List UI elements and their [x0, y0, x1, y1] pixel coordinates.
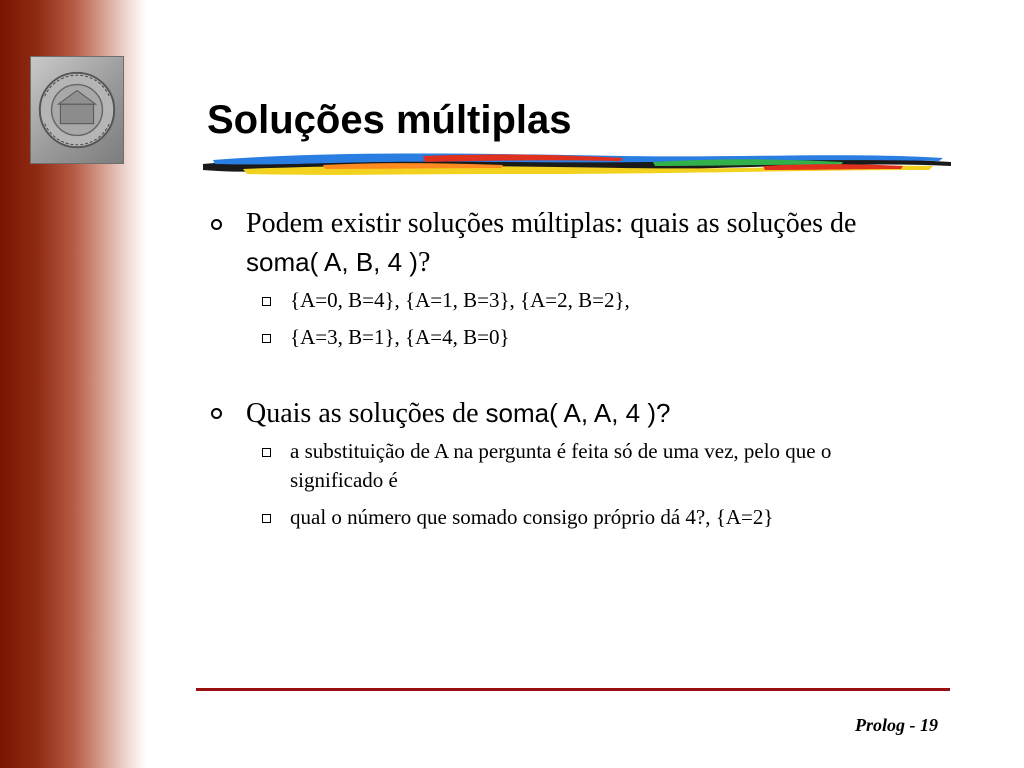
slide-title: Soluções múltiplas [207, 98, 572, 142]
sub-bullet-item [260, 323, 858, 352]
university-seal-icon [30, 56, 124, 164]
sub-bullet-list [260, 437, 858, 532]
sub-bullet-item [260, 437, 858, 495]
bullet-item [208, 394, 858, 433]
sub-bullet-text: {A=3, B=1}, {A=4, B=0} [290, 325, 510, 349]
hollow-square-bullet-icon [262, 334, 271, 343]
footer-divider [196, 688, 950, 691]
bullet-item [208, 205, 858, 282]
decorative-brush-stroke [203, 150, 951, 180]
sub-bullet-item [260, 286, 858, 315]
bullet-text: Podem existir soluções múltiplas: quais as soluções de [246, 208, 857, 239]
sub-bullet-item [260, 503, 858, 532]
bullet-text-suffix: ? [417, 247, 431, 278]
hollow-circle-bullet-icon [211, 219, 222, 230]
code-expression: soma( A, A, 4 )? [485, 398, 671, 428]
hollow-square-bullet-icon [262, 514, 271, 523]
sub-bullet-text: qual o número que somado consigo próprio dá 4?, {A=2} [290, 505, 774, 529]
sub-bullet-list [260, 286, 858, 352]
sub-bullet-text: a substituição de A na pergunta é feita só de uma vez, pelo que o significado é [290, 439, 832, 492]
hollow-square-bullet-icon [262, 297, 271, 306]
code-expression: soma( A, B, 4 ) [246, 247, 418, 277]
hollow-square-bullet-icon [262, 448, 271, 457]
hollow-circle-bullet-icon [211, 408, 222, 419]
slide-footer: Prolog - 19 [855, 715, 938, 735]
slide-body [208, 205, 858, 540]
sub-bullet-text: {A=0, B=4}, {A=1, B=3}, {A=2, B=2}, [290, 288, 630, 312]
bullet-text: Quais as soluções de [246, 398, 486, 429]
